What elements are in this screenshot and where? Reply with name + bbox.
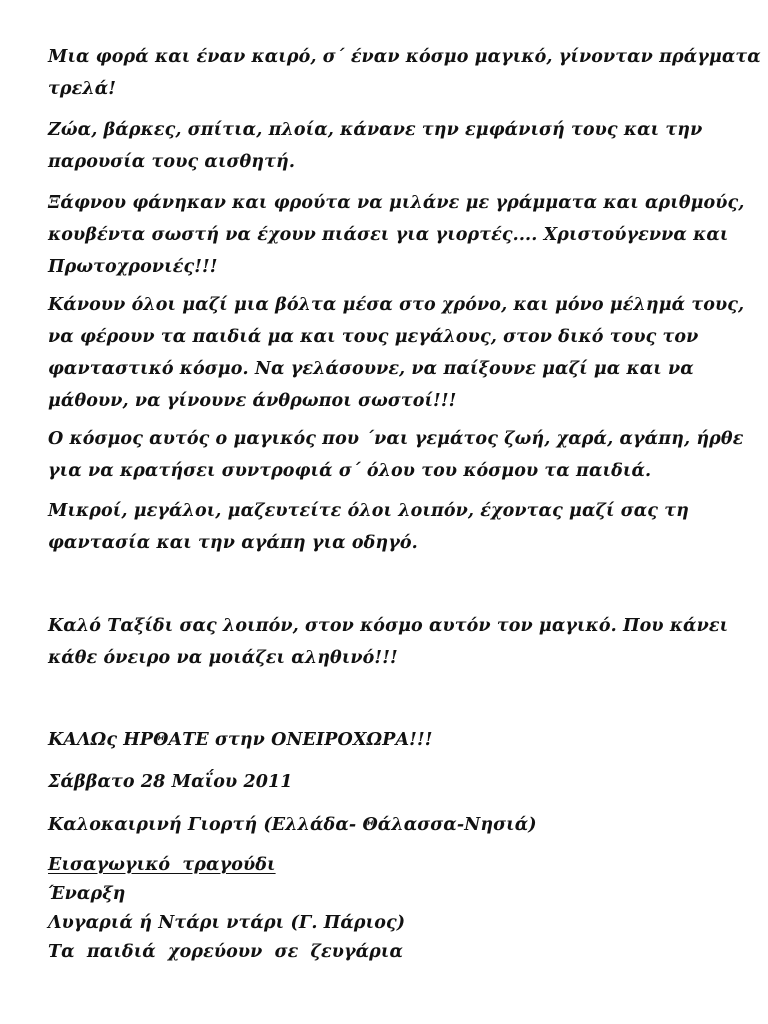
text-line: Ο κόσμος αυτός ο μαγικός που ΄ναι γεμάτος ζωή, χαρά, αγάπη, ήρθε bbox=[48, 429, 744, 449]
program-item: Λυγαριά ή Ντάρι ντάρι (Γ. Πάριος) bbox=[48, 913, 406, 933]
text-line: κάθε όνειρο να μοιάζει αληθινό!!! bbox=[48, 648, 398, 668]
event-date: Σάββατο 28 Μαΐου 2011 bbox=[48, 772, 293, 792]
paragraph-fruits bbox=[48, 187, 745, 283]
text-line: τρελά! bbox=[48, 79, 117, 99]
text-line: να φέρουν τα παιδιά μα και τους μεγάλους, στον δικό τους τον bbox=[48, 327, 699, 347]
paragraph-good-trip bbox=[48, 610, 728, 674]
program-heading: Εισαγωγικό τραγούδι bbox=[48, 855, 276, 875]
text-line: για να κρατήσει συντροφιά σ΄ όλου του κόσμου τα παιδιά. bbox=[48, 461, 652, 481]
paragraph-magic-world bbox=[48, 423, 744, 487]
program-list bbox=[48, 851, 728, 967]
text-line: Πρωτοχρονιές!!! bbox=[48, 257, 218, 277]
text-line: φανταστικό κόσμο. Να γελάσουνε, να παίξουνε μαζί μα και να bbox=[48, 359, 694, 379]
text-line: Μια φορά και έναν καιρό, σ΄ έναν κόσμο μαγικό, γίνονταν πράγματα bbox=[48, 47, 761, 67]
text-line: μάθουν, να γίνουνε άνθρωποι σωστοί!!! bbox=[48, 391, 457, 411]
text-line: κουβέντα σωστή να έχουν πιάσει για γιορτές.... Χριστούγεννα και bbox=[48, 225, 729, 245]
text-line: Ξάφνου φάνηκαν και φρούτα να μιλάνε με γράμματα και αριθμούς, bbox=[48, 193, 745, 213]
paragraph-gather bbox=[48, 495, 728, 559]
text-line: Κάνουν όλοι μαζί μια βόλτα μέσα στο χρόνο, και μόνο μέλημά τους, bbox=[48, 295, 745, 315]
paragraph-intro bbox=[48, 41, 761, 105]
text-line: φαντασία και την αγάπη για οδηγό. bbox=[48, 533, 418, 553]
event-title: Καλοκαιρινή Γιορτή (Ελλάδα- Θάλασσα-Νησιά) bbox=[48, 815, 537, 835]
text-line: Μικροί, μεγάλοι, μαζευτείτε όλοι λοιπόν, έχοντας μαζί σας τη bbox=[48, 501, 689, 521]
program-item: Τα παιδιά χορεύουν σε ζευγάρια bbox=[48, 942, 404, 962]
program-item: Έναρξη bbox=[48, 884, 126, 904]
paragraph-animals bbox=[48, 114, 728, 178]
text-line: Καλό Ταξίδι σας λοιπόν, στον κόσμο αυτόν τον μαγικό. Που κάνει bbox=[48, 616, 729, 636]
welcome-heading: ΚΑΛΩς ΗΡΘΑΤΕ στην ΟΝΕΙΡΟΧΩΡΑ!!! bbox=[48, 730, 433, 750]
text-line: παρουσία τους αισθητή. bbox=[48, 152, 296, 172]
text-line: Ζώα, βάρκες, σπίτια, πλοία, κάνανε την εμφάνισή τους και την bbox=[48, 120, 703, 140]
paragraph-journey bbox=[48, 289, 745, 417]
